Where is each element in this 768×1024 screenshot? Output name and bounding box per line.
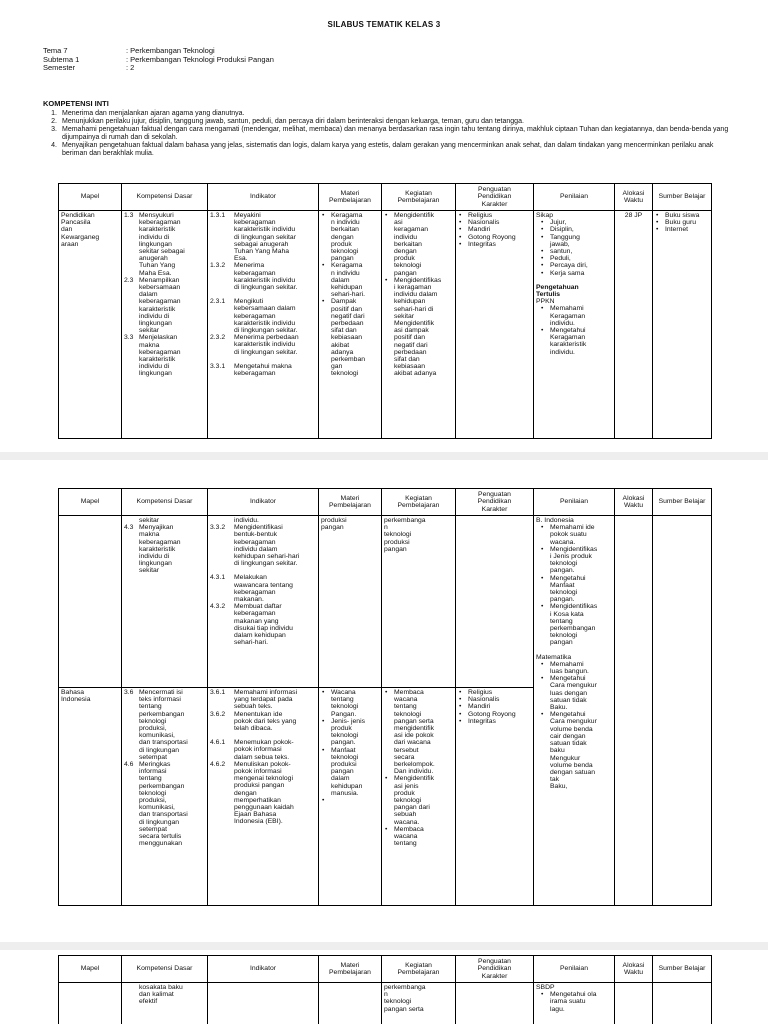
header-sumber: Sumber Belajar	[653, 956, 712, 983]
document-page-3	[0, 950, 768, 1024]
indikator-item: 4.3.2 Membuat daftar keberagaman makanan yang disukai tiap individu dalam kehidupan sehari-hari.	[210, 603, 293, 647]
list-item: • Gotong Royong	[459, 233, 516, 241]
sumber-cell	[653, 211, 712, 439]
header-penilaian: Penilaian	[534, 184, 615, 211]
list-item: • Peduli,	[541, 255, 571, 263]
header-ppk: Penguatan Pendidikan Karakter	[456, 184, 534, 211]
list-item: • Mengidentifik asi jenis produk teknologi pangan dari sebuah wacana.	[385, 775, 435, 826]
materi-cell	[319, 688, 382, 906]
header-kompetensi-dasar: Kompetensi Dasar	[122, 956, 208, 983]
list-item: •	[322, 797, 325, 805]
header-kompetensi-dasar: Kompetensi Dasar	[122, 184, 208, 211]
table-header	[59, 184, 712, 211]
header-alokasi: Alokasi Waktu	[615, 489, 653, 516]
indikator-item: 2.3.2 Menerima perbedaan karakteristik individu di lingkungan sekitar.	[210, 334, 299, 356]
alokasi-cell	[615, 516, 653, 906]
ppk-cell	[456, 688, 534, 906]
header-ppk: Penguatan Pendidikan Karakter	[456, 956, 534, 983]
list-item: • Membaca wacana tentang	[385, 825, 424, 848]
kompetensi-dasar-cell	[122, 211, 208, 439]
kegiatan-cell: perkembanga n teknologi produksi pangan	[382, 516, 456, 688]
materi-cell	[319, 211, 382, 439]
list-item: • Jenis- jenis produk teknologi pangan.	[322, 717, 365, 747]
indikator-cell	[208, 211, 319, 439]
penilaian-subject: Matematika	[536, 653, 572, 661]
mapel-cell: Pendidikan Pancasila dan Kewarganeg araan	[59, 211, 122, 439]
kd-item: 4.3 Menyajikan makna keberagaman karakteristik individu di lingkungan sekitar	[124, 524, 181, 575]
list-item: • Tanggung jawab,	[541, 233, 580, 248]
header-mapel: Mapel	[59, 956, 122, 983]
list-item: • Memahami ide pokok suatu wacana.	[541, 524, 595, 546]
header-alokasi: Alokasi Waktu	[615, 956, 653, 983]
list-item: • Mengetahui Keragaman karakteristik individu.	[541, 327, 587, 356]
document-page-2	[0, 460, 768, 942]
mapel-cell	[59, 983, 122, 1024]
list-item: • Nasionalis	[459, 219, 500, 227]
sikap-label: Sikap	[536, 212, 554, 219]
indikator-item: 1.3.1 Meyakini keberagaman karakteristik individu di lingkungan sekitar sebagai anugerah Tuhan Yang Maha Esa.	[210, 212, 296, 263]
list-item: • santun,	[541, 248, 573, 256]
list-item: • Internet	[656, 226, 689, 234]
kd-item: 2.3 Menampilkan kebersamaan dalam keberagaman karakteristik individu di lingkungan sekitar	[124, 276, 181, 335]
list-item: • Nasionalis	[459, 696, 500, 704]
list-item: • Religius	[459, 689, 493, 696]
sumber-cell	[653, 516, 712, 906]
indikator-item: 4.3.1 Melakukan wawancara tentang keberagaman makanan.	[210, 574, 293, 604]
penilaian-subject: B. Indonesia	[536, 517, 574, 524]
table-header	[59, 489, 712, 516]
list-item: • Jujur,	[541, 219, 567, 227]
indikator-item: 3.6.1 Memahami informasi yang terdapat pada sebuah teks.	[210, 689, 298, 711]
kd-item: 3.6 Mencermati isi teks informasi tentang perkembangan teknologi produksi, komunikasi, dan transportasi di lingkungan setempat	[124, 689, 188, 761]
list-item: • Membaca wacana tentang teknologi pangan serta mengidentifik asi ide pokok dari wacana tersebut secara berkelompok. Dan individu.	[385, 689, 435, 776]
header-kegiatan: Kegiatan Pembelajaran	[382, 956, 456, 983]
table-row	[59, 516, 712, 688]
penilaian-cell	[534, 516, 615, 906]
indikator-item: 4.6.2 Menuliskan pokok- pokok informasi mengenai teknologi produksi pangan dengan memperhatikan penggunaan kaidah Ejaan Bahasa Indonesia (EBI).	[210, 760, 294, 826]
kompetensi-dasar-cell: sekitar 4.3 Menyajikan makna keberagaman karakteristik individu di lingkungan sekitar	[122, 516, 208, 688]
table-row	[59, 983, 712, 1024]
list-item: • Mengetahui ola irama suatu lagu.	[541, 991, 597, 1013]
list-item: • Disiplin,	[541, 226, 574, 234]
indikator-item: 3.6.2 Menentukan ide pokok dari teks yang telah dibaca.	[210, 710, 297, 733]
indikator-item: 3.3.2 Mengidentifikasi bentuk-bentuk keberagaman individu dalam kehidupan sehari-hari di lingkungan sekitar.	[210, 524, 300, 568]
list-item: • Keragama n individu dalam kehidupan sehari-hari.	[322, 262, 365, 299]
indikator-item: 3.3.1 Mengetahui makna keberagaman	[210, 362, 292, 378]
penilaian-cell	[534, 211, 615, 439]
silabus-table-page-3	[58, 955, 712, 1024]
list-item: • Mandiri	[459, 226, 491, 234]
kd-item: 4.6 Meringkas informasi tentang perkembangan teknologi produksi, komunikasi, dan transportasi di lingkungan setempat secara tertulis menggunakan	[124, 761, 188, 848]
document-meta	[43, 47, 274, 73]
list-item: • Religius	[459, 212, 493, 219]
header-penilaian: Penilaian	[534, 956, 615, 983]
materi-cell	[319, 983, 382, 1024]
kompetensi-dasar-cell	[122, 688, 208, 906]
indikator-cell: individu. 3.3.2 Mengidentifikasi bentuk-bentuk keberagaman individu dalam kehidupan sehari-hari di lingkungan sekitar. 4.3.1 Melakukan wawancara tentang keberagaman makanan. 4.3.2 Membuat daftar keberagaman makanan yang disukai tiap individu dalam kehidupan sehari-hari.	[208, 516, 319, 688]
table-header	[59, 956, 712, 983]
header-materi: Materi Pembelajaran	[319, 184, 382, 211]
header-kegiatan: Kegiatan Pembelajaran	[382, 184, 456, 211]
meta-row-tema: Tema 7 : Perkembangan Teknologi	[43, 46, 215, 55]
alokasi-cell	[615, 983, 653, 1024]
list-item: • Mengetahui Manfaat teknologi pangan.	[541, 574, 586, 604]
kegiatan-cell: perkembanga n teknologi pangan serta	[382, 983, 456, 1024]
list-item: • Integritas	[459, 717, 496, 725]
ppk-cell	[456, 211, 534, 439]
alokasi-cell: 28 JP	[615, 211, 653, 439]
list-item: • Integritas	[459, 240, 496, 248]
materi-cell: produksi pangan	[319, 516, 382, 688]
list-item: • Mengidentifik asi keragaman individu berkaitan dengan produk teknologi pangan	[385, 212, 435, 277]
ki-item: 4. Menyajikan pengetahuan faktual dalam bahasa yang jelas, sistematis dan logis, dalam karya yang estetis, dalam gerakan yang mencerminkan anak sehat, dan dalam tindakan yang mencerminkan perilaku anak beriman dan berakhlak mulia.	[51, 142, 714, 157]
indikator-item: 1.3.2 Menerima keberagaman karakteristik individu di lingkungan sekitar.	[210, 262, 298, 292]
penilaian-subject: PPKN	[536, 298, 555, 306]
list-item: • Mengetahui Cara mengukur volume benda cair dengan satuan tidak baku Mengukur volume benda dengan satuan tak Baku,	[541, 711, 597, 791]
meta-row-subtema: Subtema 1 : Perkembangan Teknologi Produksi Pangan	[43, 54, 274, 64]
ki-item: 3. Memahami pengetahuan faktual dengan cara mengamati (mendengar, melihat, membaca) dan menanya berdasarkan rasa ingin tahu tentang dirinya, makhluk ciptaan Tuhan dan kegiatannya, dan benda-benda yang dijumpainya di rumah dan di sekolah.	[51, 126, 729, 141]
indikator-cell	[208, 983, 319, 1024]
header-indikator: Indikator	[208, 184, 319, 211]
penilaian-cell	[534, 983, 615, 1024]
list-item: • Keragama n individu berkaitan dengan produk teknologi pangan	[322, 212, 363, 263]
indikator-item: 4.6.1 Menemukan pokok- pokok informasi dalam sebua teks.	[210, 739, 294, 761]
list-item: • Dampak positif dan negatif dari perbedaan sifat dan kebiasaan akibat adanya perkemban gan teknologi	[322, 298, 366, 378]
list-item: • Gotong Royong	[459, 710, 516, 718]
indikator-item: 2.3.1 Mengikuti kebersamaan dalam keberagaman karakteristik individu di lingkungan sekitar.	[210, 298, 298, 335]
header-penilaian: Penilaian	[534, 489, 615, 516]
list-item: • Mengidentifikas i keragaman individu dalam kehidupan sehari-hari di sekitar Mengidentifik asi dampak positif dan negatif dari perbedaan sifat dan kebiasaan akibat adanya	[385, 276, 442, 378]
meta-row-semester: Semester : 2	[43, 63, 135, 72]
header-alokasi: Alokasi Waktu	[615, 184, 653, 211]
header-indikator: Indikator	[208, 489, 319, 516]
sumber-cell	[653, 983, 712, 1024]
list-item: • Memahami Keragaman individu.	[541, 305, 586, 327]
kd-item: 3.3 Menjelaskan makna keberagaman karakteristik individu di lingkungan	[124, 334, 181, 378]
kompetensi-inti-list	[43, 110, 733, 158]
mapel-cell	[59, 516, 122, 688]
ppk-cell	[456, 983, 534, 1024]
ki-item: 2. Menunjukkan perilaku jujur, disiplin, tanggung jawab, santun, peduli, dan percaya diri dalam berinteraksi dengan keluarga, teman, guru dan tetangga.	[51, 118, 524, 125]
kompetensi-dasar-cell: kosakata baku dan kalimat efektif	[122, 983, 208, 1024]
silabus-table-page-1	[58, 183, 712, 439]
header-materi: Materi Pembelajaran	[319, 489, 382, 516]
list-item: • Manfaat teknologi produksi pangan dalam kehidupan manusia.	[322, 746, 363, 797]
silabus-table-page-2	[58, 488, 712, 906]
list-item: • Mengetahui Cara mengukur luas dengan satuan tidak Baku.	[541, 675, 597, 712]
header-mapel: Mapel	[59, 489, 122, 516]
list-item: • Kerja sama	[541, 269, 585, 277]
header-sumber: Sumber Belajar	[653, 184, 712, 211]
list-item: • Buku siswa	[656, 212, 700, 219]
list-item: • Mengidentifikas i Kosa kata tentang perkembangan teknologi pangan	[541, 603, 598, 647]
kegiatan-cell	[382, 211, 456, 439]
list-item: • Wacana tentang teknologi Pangan.	[322, 689, 359, 718]
list-item: • Mandiri	[459, 703, 491, 711]
kompetensi-inti-heading: KOMPETENSI INTI	[43, 99, 109, 108]
header-sumber: Sumber Belajar	[653, 489, 712, 516]
indikator-cell	[208, 688, 319, 906]
mapel-cell: Bahasa Indonesia	[59, 688, 122, 906]
header-materi: Materi Pembelajaran	[319, 956, 382, 983]
list-item: • Mengidentifikas i Jenis produk teknologi pangan.	[541, 545, 598, 575]
ki-item: 1. Menerima dan menjalankan ajaran agama yang dianutnya.	[51, 110, 245, 117]
document-title: SILABUS TEMATIK KELAS 3	[327, 20, 441, 29]
header-kompetensi-dasar: Kompetensi Dasar	[122, 489, 208, 516]
kegiatan-cell	[382, 688, 456, 906]
header-ppk: Penguatan Pendidikan Karakter	[456, 489, 534, 516]
list-item: • Memahami luas bangun.	[541, 660, 589, 676]
penilaian-subject: SBDP	[536, 984, 555, 991]
table-row	[59, 211, 712, 439]
ppk-cell	[456, 516, 534, 688]
header-indikator: Indikator	[208, 956, 319, 983]
kd-item: 1.3 Mensyukuri keberagaman karakteristik individu di lingkungan sekitar sebagai anugerah Tuhan Yang Maha Esa.	[124, 212, 185, 277]
list-item: • Percaya diri,	[541, 262, 588, 270]
pengetahuan-label: Pengetahuan Tertulis	[536, 283, 579, 299]
header-kegiatan: Kegiatan Pembelajaran	[382, 489, 456, 516]
header-mapel: Mapel	[59, 184, 122, 211]
document-page-1	[0, 0, 768, 452]
list-item: • Buku guru	[656, 219, 696, 227]
